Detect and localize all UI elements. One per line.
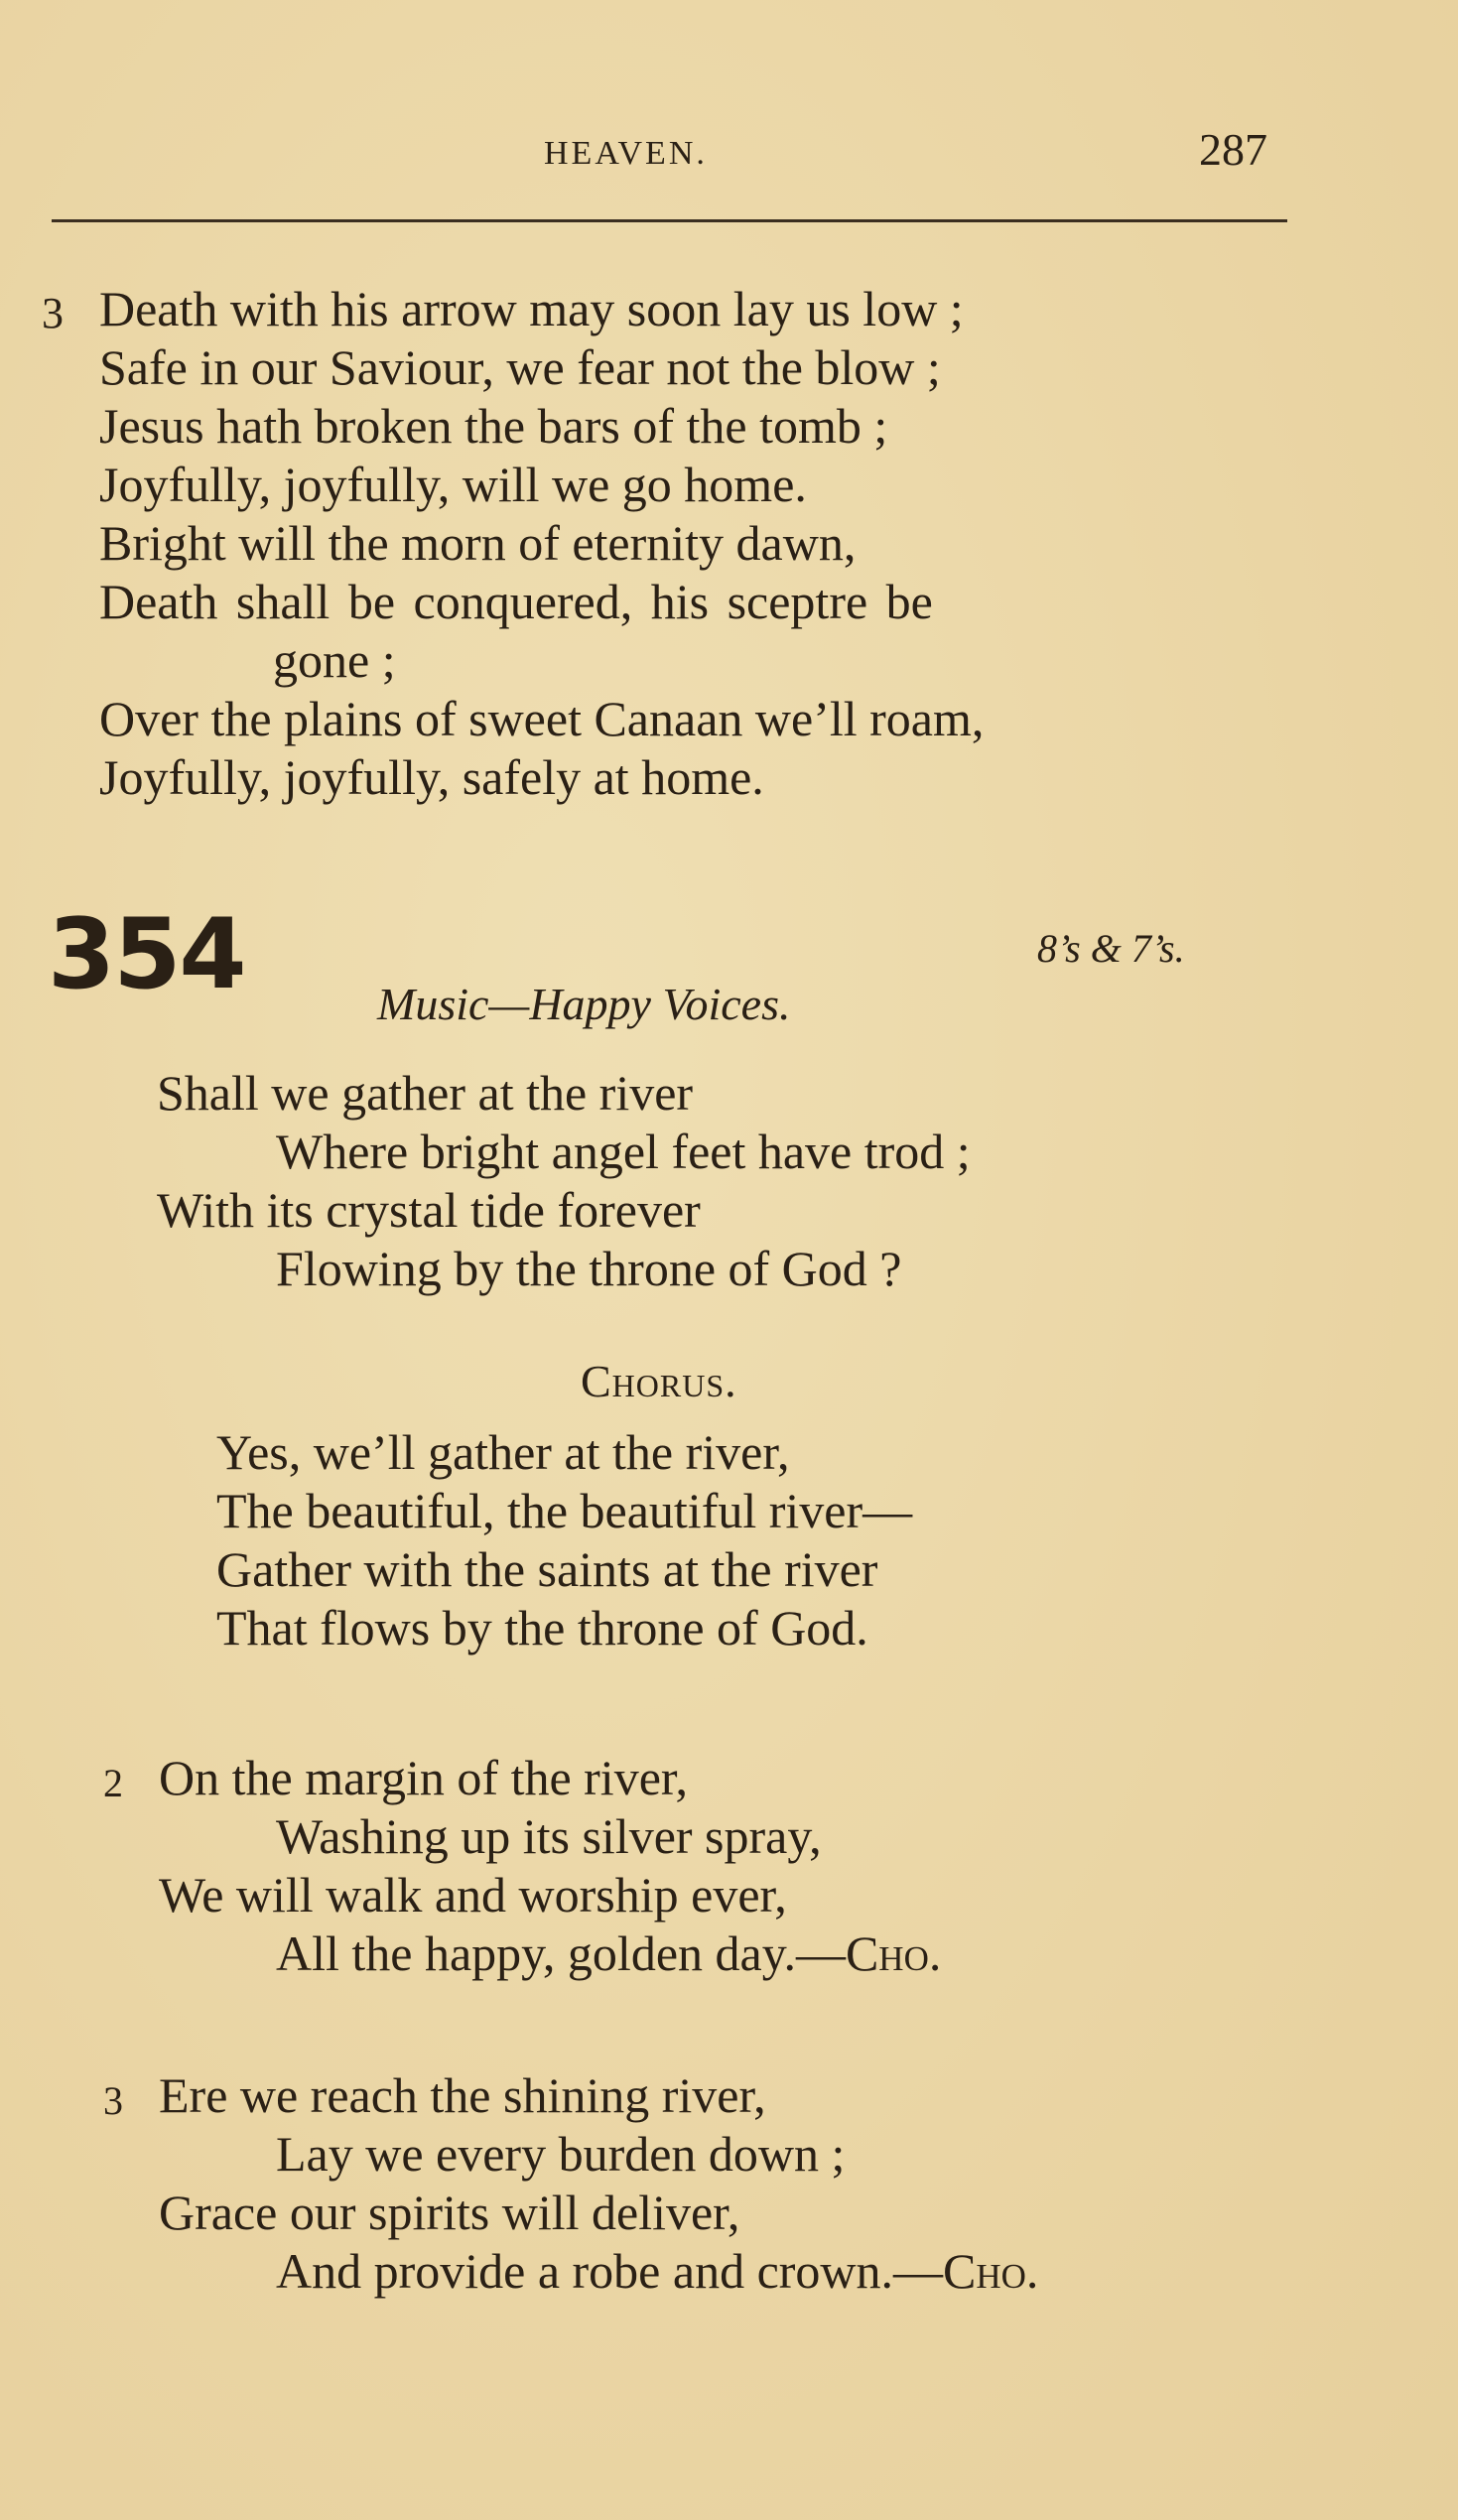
verse-line: We will walk and worship ever, — [159, 1867, 787, 1923]
chorus-heading: Chorus. — [581, 1356, 737, 1406]
verse-line: Ere we reach the shining river, — [159, 2067, 766, 2123]
verse-line — [276, 2242, 1038, 2301]
verse-line: Bright will the morn of eternity dawn, — [99, 515, 857, 571]
verse-line: On the margin of the river, — [159, 1750, 689, 1805]
verse-line: Lay we every burden down ; — [276, 2126, 846, 2182]
page-number: 287 — [1199, 124, 1267, 175]
chorus-line: The beautiful, the beautiful river— — [216, 1483, 913, 1538]
stanza-number: 3 — [103, 2078, 123, 2123]
refrain-tag: Cho. — [943, 2243, 1039, 2299]
verse-line: Grace our spirits will deliver, — [159, 2185, 740, 2240]
verse-line: Death with his arrow may soon lay us low ; — [99, 281, 964, 336]
chorus-line: Gather with the saints at the river — [216, 1541, 878, 1597]
chorus-line: Yes, we’ll gather at the river, — [216, 1424, 790, 1480]
hymn-number: 354 — [48, 898, 245, 1011]
verse-line: Death shall be conquered, his sceptre be — [99, 574, 933, 629]
verse-line: Shall we gather at the river — [157, 1065, 694, 1121]
verse-line: Safe in our Saviour, we fear not the blow ; — [99, 339, 941, 395]
verse-line — [276, 1924, 941, 1983]
verse-line: Joyfully, joyfully, safely at home. — [99, 749, 764, 805]
hymn-meter: 8’s & 7’s. — [1037, 926, 1185, 971]
verse-text: All the happy, golden day.— — [276, 1925, 846, 1981]
verse-line: Where bright angel feet have trod ; — [276, 1124, 971, 1179]
verse-line: With its crystal tide forever — [157, 1182, 701, 1238]
verse-line: Washing up its silver spray, — [276, 1808, 822, 1864]
verse-line: Flowing by the throne of God ? — [276, 1241, 902, 1296]
stanza-number: 2 — [103, 1761, 123, 1805]
verse-text: And provide a robe and crown.— — [276, 2243, 944, 2299]
stanza-number: 3 — [42, 289, 64, 337]
running-title: HEAVEN. — [544, 135, 708, 172]
verse-line: Jesus hath broken the bars of the tomb ; — [99, 398, 888, 454]
hymn-tune: Music—Happy Voices. — [377, 979, 791, 1029]
verse-line: gone ; — [273, 632, 396, 688]
chorus-line: That flows by the throne of God. — [216, 1600, 868, 1656]
verse-line: Joyfully, joyfully, will we go home. — [99, 457, 807, 512]
refrain-tag: Cho. — [845, 1925, 942, 1981]
header-rule — [52, 219, 1287, 222]
verse-line: Over the plains of sweet Canaan we’ll roam, — [99, 691, 985, 746]
